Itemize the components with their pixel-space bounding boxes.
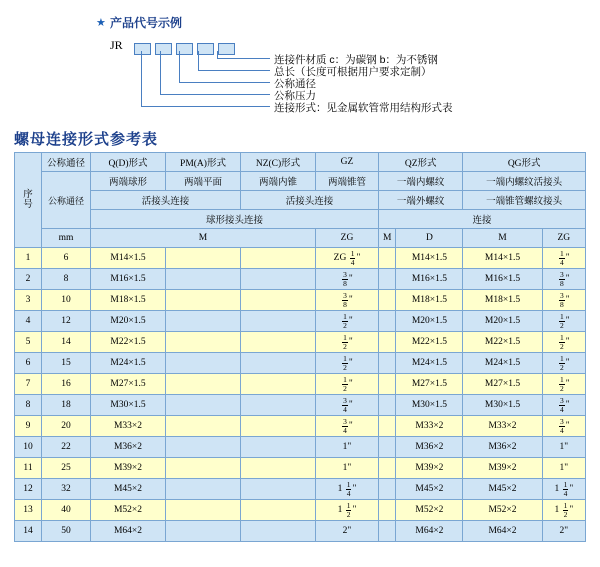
callout-length: 总长（长度可根据用户要求定制） (274, 66, 432, 78)
code-prefix: JR (110, 38, 123, 52)
cell-qz-d: M36×2 (396, 437, 463, 458)
cell-gz-thread: ZG $\frac{1}{4}$ " (316, 248, 379, 269)
table-row (15, 353, 586, 374)
cell-nominal-diameter: 15 (42, 353, 91, 374)
cell-pm-thread (166, 374, 241, 395)
cell-q-thread: M30×1.5 (91, 395, 166, 416)
cell-qg-zg: $\frac{3}{4}$ " (542, 416, 585, 437)
leader-line (217, 58, 270, 59)
col-header-dn: 公称通径 (42, 153, 91, 172)
cell-nominal-diameter: 40 (42, 500, 91, 521)
cell-qg-m: M36×2 (463, 437, 542, 458)
leader-line (198, 51, 199, 70)
unit-qg-m: M (463, 229, 542, 248)
cell-gz-thread: $\frac{1}{2}$ " (316, 353, 379, 374)
cell-seq: 13 (15, 500, 42, 521)
cell-nominal-diameter: 8 (42, 269, 91, 290)
cell-qg-zg: $\frac{1}{2}$ " (542, 311, 585, 332)
table (14, 152, 586, 542)
code-box-row (134, 40, 239, 58)
cell-qg-zg: $\frac{3}{4}$ " (542, 395, 585, 416)
cell-nz-thread (241, 500, 316, 521)
cell-qz-m (379, 521, 396, 542)
col-header-pm: PM(A)形式 (166, 153, 241, 172)
cell-pm-thread (166, 416, 241, 437)
cell-qg-m: M24×1.5 (463, 353, 542, 374)
cell-pm-thread (166, 248, 241, 269)
cell-seq: 8 (15, 395, 42, 416)
table-row (15, 458, 586, 479)
cell-gz-thread: $\frac{3}{8}$ " (316, 290, 379, 311)
cell-qg-zg: $\frac{1}{4}$ " (542, 248, 585, 269)
star-icon: ★ (96, 17, 106, 29)
cell-qz-m (379, 248, 396, 269)
cell-nominal-diameter: 22 (42, 437, 91, 458)
cell-seq: 3 (15, 290, 42, 311)
cell-nz-thread (241, 458, 316, 479)
cell-seq: 10 (15, 437, 42, 458)
leader-line (160, 94, 270, 95)
cell-q-thread: M33×2 (91, 416, 166, 437)
cell-nz-thread (241, 479, 316, 500)
cell-pm-thread (166, 311, 241, 332)
cell-pm-thread (166, 332, 241, 353)
col-header-dn-label: 公称通径 (42, 172, 91, 229)
col-header-qz: QZ形式 (379, 153, 463, 172)
cell-gz-thread: $\frac{3}{8}$ " (316, 269, 379, 290)
cell-nz-thread (241, 269, 316, 290)
callout-nominal-diameter: 公称通径 (274, 78, 316, 90)
nut-connection-table (14, 152, 586, 542)
subheader-ball-joint-connection: 球形接头连接 (91, 210, 379, 229)
cell-qz-m (379, 437, 396, 458)
subheader-pm-shape: 两端平面 (166, 172, 241, 191)
cell-qz-d: M39×2 (396, 458, 463, 479)
col-header-nz: NZ(C)形式 (241, 153, 316, 172)
unit-zg: ZG (316, 229, 379, 248)
cell-nz-thread (241, 248, 316, 269)
subheader-nz-shape: 两端内锥 (241, 172, 316, 191)
cell-qz-m (379, 269, 396, 290)
table-row (15, 500, 586, 521)
cell-seq: 12 (15, 479, 42, 500)
table-head (15, 153, 586, 248)
cell-nominal-diameter: 6 (42, 248, 91, 269)
code-box (197, 43, 214, 55)
col-header-q: Q(D)形式 (91, 153, 166, 172)
cell-qz-m (379, 500, 396, 521)
leader-line (179, 51, 180, 82)
cell-nz-thread (241, 311, 316, 332)
cell-nominal-diameter: 18 (42, 395, 91, 416)
cell-seq: 14 (15, 521, 42, 542)
cell-qg-m: M27×1.5 (463, 374, 542, 395)
subheader-qz-shape: 一端内螺纹 (379, 172, 463, 191)
table-row (15, 311, 586, 332)
cell-pm-thread (166, 521, 241, 542)
cell-nominal-diameter: 14 (42, 332, 91, 353)
cell-qg-m: M16×1.5 (463, 269, 542, 290)
cell-qz-m (379, 395, 396, 416)
code-box (155, 43, 172, 55)
cell-qg-m: M14×1.5 (463, 248, 542, 269)
cell-qg-zg: $\frac{3}{8}$ " (542, 269, 585, 290)
cell-q-thread: M20×1.5 (91, 311, 166, 332)
cell-seq: 7 (15, 374, 42, 395)
cell-nz-thread (241, 437, 316, 458)
subheader-qg-thread: 一端锥管螺纹接头 (463, 191, 586, 210)
cell-qg-m: M18×1.5 (463, 290, 542, 311)
cell-nominal-diameter: 25 (42, 458, 91, 479)
col-header-gz: GZ (316, 153, 379, 172)
cell-nominal-diameter: 10 (42, 290, 91, 311)
table-header-row (15, 210, 586, 229)
cell-pm-thread (166, 353, 241, 374)
callout-connection-type: 连接形式：见金属软管常用结构形式表 (274, 102, 453, 114)
cell-pm-thread (166, 437, 241, 458)
cell-nz-thread (241, 521, 316, 542)
cell-seq: 2 (15, 269, 42, 290)
subheader-qg-shape: 一端内螺纹活接头 (463, 172, 586, 191)
cell-qz-m (379, 290, 396, 311)
cell-qg-m: M30×1.5 (463, 395, 542, 416)
table-header-row (15, 153, 586, 172)
cell-qz-d: M16×1.5 (396, 269, 463, 290)
table-body (15, 248, 586, 542)
table-header-row (15, 229, 586, 248)
col-header-seq: 序号 (15, 153, 42, 248)
col-header-qg: QG形式 (463, 153, 586, 172)
cell-nz-thread (241, 395, 316, 416)
cell-qg-zg: $\frac{1}{2}$ " (542, 374, 585, 395)
leader-line (198, 70, 270, 71)
cell-q-thread: M27×1.5 (91, 374, 166, 395)
cell-seq: 4 (15, 311, 42, 332)
unit-mm: mm (42, 229, 91, 248)
cell-q-thread: M52×2 (91, 500, 166, 521)
cell-pm-thread (166, 479, 241, 500)
cell-qg-m: M20×1.5 (463, 311, 542, 332)
cell-nz-thread (241, 353, 316, 374)
cell-q-thread: M36×2 (91, 437, 166, 458)
cell-qz-m (379, 479, 396, 500)
cell-gz-thread: $\frac{1}{2}$ " (316, 332, 379, 353)
leader-line (141, 106, 270, 107)
section-title: 螺母连接形式参考表 (14, 131, 159, 148)
cell-qz-d: M45×2 (396, 479, 463, 500)
table-header-row (15, 191, 586, 210)
legend-title: 产品代号示例 (110, 16, 183, 30)
cell-gz-thread: $\frac{1}{2}$ " (316, 374, 379, 395)
cell-q-thread: M64×2 (91, 521, 166, 542)
cell-nominal-diameter: 12 (42, 311, 91, 332)
cell-qg-zg: 2" (542, 521, 585, 542)
table-row (15, 269, 586, 290)
cell-qz-m (379, 416, 396, 437)
leader-line (179, 82, 270, 83)
table-row (15, 437, 586, 458)
cell-qz-d: M33×2 (396, 416, 463, 437)
table-row (15, 521, 586, 542)
cell-gz-thread: 1 $\frac{1}{4}$ " (316, 479, 379, 500)
cell-q-thread: M18×1.5 (91, 290, 166, 311)
cell-qz-d: M18×1.5 (396, 290, 463, 311)
subheader-union-connection-2: 活接头连接 (241, 191, 379, 210)
unit-qz-d: D (396, 229, 463, 248)
subheader-connection: 连接 (379, 210, 586, 229)
cell-nominal-diameter: 16 (42, 374, 91, 395)
cell-seq: 9 (15, 416, 42, 437)
cell-seq: 11 (15, 458, 42, 479)
unit-m: M (91, 229, 316, 248)
callout-material: 连接件材质 c：为碳钢 b：为不锈钢 (274, 54, 438, 66)
unit-qg-zg: ZG (542, 229, 585, 248)
subheader-q-shape: 两端球形 (91, 172, 166, 191)
cell-qg-zg: 1" (542, 437, 585, 458)
product-code-legend (0, 0, 600, 122)
cell-q-thread: M22×1.5 (91, 332, 166, 353)
table-row (15, 395, 586, 416)
cell-nz-thread (241, 374, 316, 395)
cell-gz-thread: 2" (316, 521, 379, 542)
subheader-qz-thread: 一端外螺纹 (379, 191, 463, 210)
cell-qz-m (379, 458, 396, 479)
cell-qg-zg: $\frac{1}{2}$ " (542, 353, 585, 374)
table-row (15, 248, 586, 269)
table-row (15, 479, 586, 500)
cell-q-thread: M24×1.5 (91, 353, 166, 374)
cell-pm-thread (166, 458, 241, 479)
cell-qz-d: M27×1.5 (396, 374, 463, 395)
unit-qz-m: M (379, 229, 396, 248)
cell-qz-m (379, 332, 396, 353)
code-box (218, 43, 235, 55)
cell-seq: 5 (15, 332, 42, 353)
callout-nominal-pressure: 公称压力 (274, 90, 316, 102)
cell-seq: 1 (15, 248, 42, 269)
cell-gz-thread: 1 $\frac{1}{2}$ " (316, 500, 379, 521)
cell-qz-m (379, 311, 396, 332)
leader-line (141, 51, 142, 106)
table-row (15, 332, 586, 353)
cell-pm-thread (166, 500, 241, 521)
cell-nz-thread (241, 290, 316, 311)
cell-qz-d: M14×1.5 (396, 248, 463, 269)
cell-pm-thread (166, 269, 241, 290)
table-header-row (15, 172, 586, 191)
code-box (134, 43, 151, 55)
cell-pm-thread (166, 395, 241, 416)
cell-nz-thread (241, 416, 316, 437)
cell-q-thread: M14×1.5 (91, 248, 166, 269)
cell-qg-zg: 1" (542, 458, 585, 479)
cell-nz-thread (241, 332, 316, 353)
cell-nominal-diameter: 50 (42, 521, 91, 542)
cell-qg-m: M39×2 (463, 458, 542, 479)
leader-line (160, 51, 161, 94)
cell-qg-m: M33×2 (463, 416, 542, 437)
cell-nominal-diameter: 20 (42, 416, 91, 437)
cell-seq: 6 (15, 353, 42, 374)
cell-qz-d: M52×2 (396, 500, 463, 521)
cell-qz-d: M30×1.5 (396, 395, 463, 416)
cell-pm-thread (166, 290, 241, 311)
cell-qz-d: M22×1.5 (396, 332, 463, 353)
subheader-gz-shape: 两端锥管 (316, 172, 379, 191)
cell-gz-thread: $\frac{3}{4}$ " (316, 395, 379, 416)
cell-qz-m (379, 353, 396, 374)
cell-gz-thread: 1" (316, 437, 379, 458)
cell-qg-m: M45×2 (463, 479, 542, 500)
cell-nominal-diameter: 32 (42, 479, 91, 500)
cell-qg-m: M22×1.5 (463, 332, 542, 353)
leader-line (217, 51, 218, 58)
subheader-union-connection-1: 活接头连接 (91, 191, 241, 210)
table-row (15, 416, 586, 437)
cell-qg-zg: $\frac{1}{2}$ " (542, 332, 585, 353)
cell-gz-thread: 1" (316, 458, 379, 479)
cell-qg-zg: 1 $\frac{1}{2}$ " (542, 500, 585, 521)
cell-qg-m: M52×2 (463, 500, 542, 521)
cell-q-thread: M45×2 (91, 479, 166, 500)
cell-qz-d: M64×2 (396, 521, 463, 542)
cell-qg-m: M64×2 (463, 521, 542, 542)
cell-qg-zg: 1 $\frac{1}{4}$ " (542, 479, 585, 500)
table-row (15, 374, 586, 395)
cell-qz-d: M20×1.5 (396, 311, 463, 332)
cell-qz-d: M24×1.5 (396, 353, 463, 374)
cell-q-thread: M16×1.5 (91, 269, 166, 290)
cell-gz-thread: $\frac{1}{2}$ " (316, 311, 379, 332)
cell-q-thread: M39×2 (91, 458, 166, 479)
cell-qz-m (379, 374, 396, 395)
cell-gz-thread: $\frac{3}{4}$ " (316, 416, 379, 437)
table-row (15, 290, 586, 311)
cell-qg-zg: $\frac{3}{8}$ " (542, 290, 585, 311)
